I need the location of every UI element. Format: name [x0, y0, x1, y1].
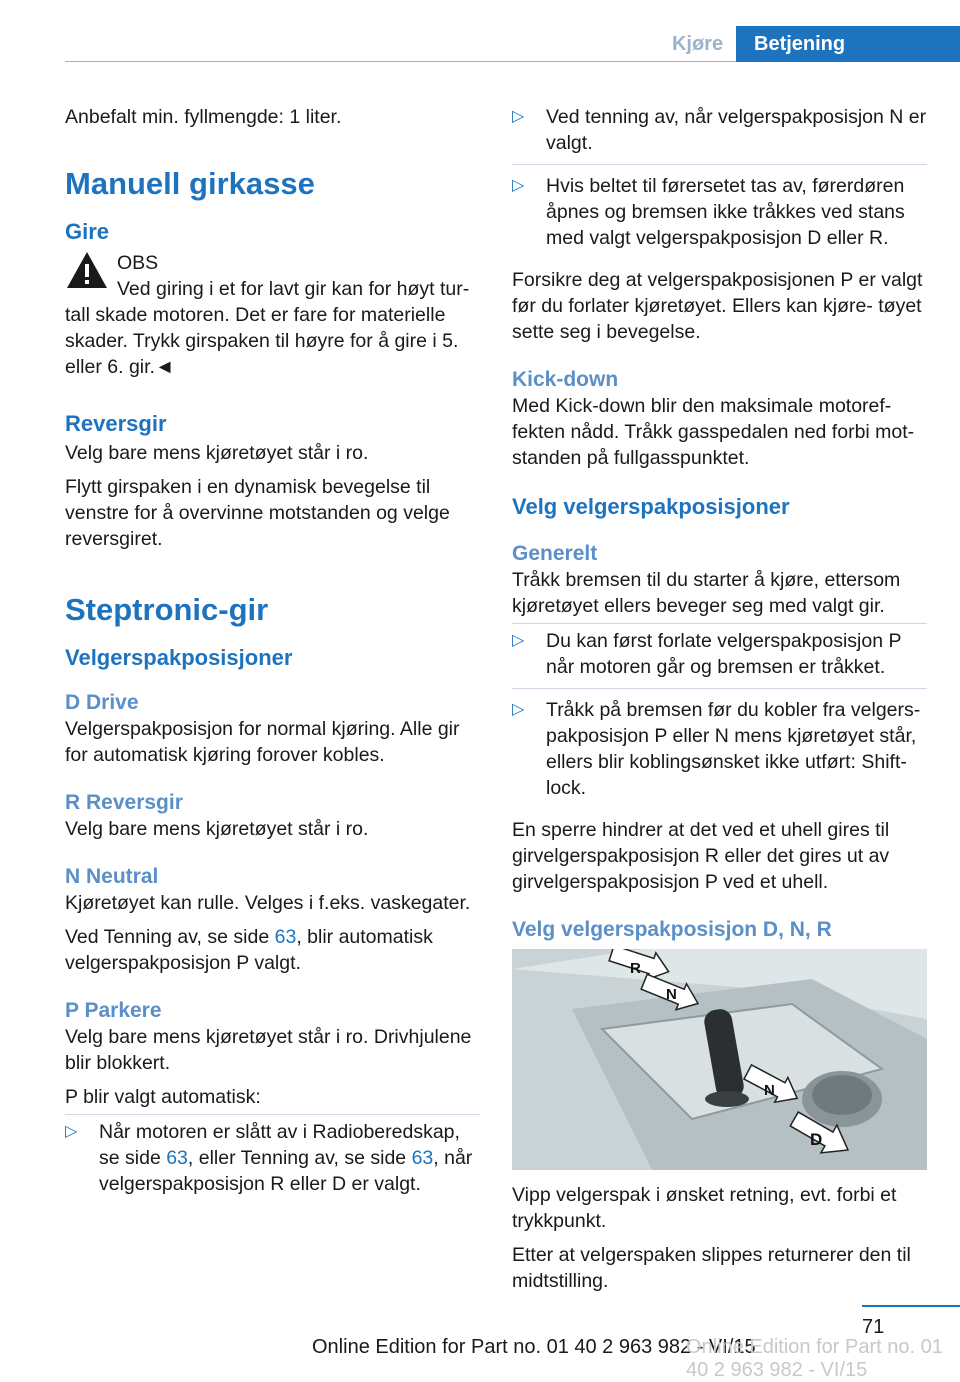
bullet-1a: Når motoren er slått av i Radioberedskap, se side	[99, 1121, 460, 1169]
warning-box	[65, 250, 480, 302]
bullet-3: Hvis beltet til førersetet tas av, førerdøren åpnes og bremsen ikke tråkkes ved stans med valgt velgerspakposisjon D eller R.	[546, 175, 905, 249]
arrow-label-d: D	[810, 1130, 823, 1149]
arrow-label-n-upper: N	[666, 986, 677, 1003]
tab-kjore[interactable]: Kjøre	[671, 32, 724, 55]
list-item	[512, 104, 927, 165]
bullet-4: Du kan først forlate velgerspakposisjon P når motoren går og bremsen er tråkket.	[546, 630, 902, 678]
heading-r-reversgir: R Reversgir	[65, 791, 183, 814]
forsikre-text: Forsikre deg at velgerspakposisjonen P er valgt før du forlater kjøretøyet. Ellers kan kjøre- tøyet sette seg i bevegelse.	[512, 269, 923, 343]
list-item	[512, 628, 927, 689]
heading-velg-dnr: Velg velgerspakposisjon D, N, R	[512, 918, 832, 941]
bullet-triangle-icon: ▷	[512, 108, 525, 125]
heading-d-drive: D Drive	[65, 691, 139, 714]
arrow-label-r: R	[630, 960, 641, 977]
warning-first-line: Ved giring i et for lavt gir kan for høyt tur-	[117, 278, 470, 300]
watermark: Online Edition for Part no. 01 40 2 963 982 - VI/15	[686, 1336, 943, 1381]
kick-down-text: Med Kick-down blir den maksimale motoref- fekten nådd. Tråkk gasspedalen ned forbi mot- standen på fullgasspunktet.	[512, 395, 915, 469]
fill-amount-text: Anbefalt min. fyllmengde: 1 liter.	[65, 106, 342, 128]
sperre-text: En sperre hindrer at det ved et uhell gires til girvelgerspakposisjon R eller det gires ut av girvelgerspakposisjon P ved et uhell.	[512, 819, 890, 893]
bullet-5: Tråkk på bremsen før du kobler fra velgers- pakposisjon P eller N mens kjøretøyet står, ellers blir koblingsønsket ikke utført: Shift- lock.	[546, 699, 921, 799]
bullet-1c: , når velgerspakposisjon R eller D er valgt.	[99, 1147, 473, 1195]
generelt-list	[512, 623, 927, 809]
p-auto-list-cont	[512, 104, 927, 259]
reversgir-text-1: Velg bare mens kjøretøyet står i ro.	[65, 442, 369, 464]
heading-n-neutral: N Neutral	[65, 865, 159, 888]
n-neutral-text-2a: Ved Tenning av, se side	[65, 926, 275, 948]
edition-footer: Online Edition for Part no. 01 40 2 963 982 - VI/15	[312, 1336, 756, 1358]
etter-text: Etter at velgerspaken slippes returnerer den til midtstilling.	[512, 1244, 911, 1292]
bullet-triangle-icon: ▷	[512, 632, 525, 649]
heading-reversgir: Reversgir	[65, 411, 167, 436]
heading-generelt: Generelt	[512, 542, 598, 565]
bullet-triangle-icon: ▷	[65, 1123, 78, 1140]
n-neutral-text-1: Kjøretøyet kan rulle. Velges i f.eks. vaskegater.	[65, 892, 471, 914]
heading-velg-velgerspakposisjoner: Velg velgerspakposisjoner	[512, 494, 790, 519]
tab-betjening[interactable]: Betjening	[736, 26, 960, 62]
reversgir-text-2: Flytt girspaken i en dynamisk bevegelse til venstre for å overvinne motstanden og velge reversgiret.	[65, 476, 450, 550]
warning-icon	[65, 250, 109, 290]
page-link-63[interactable]: 63	[411, 1147, 434, 1169]
footer-rule	[862, 1305, 960, 1307]
bullet-1b: , eller Tenning av, se side	[187, 1147, 412, 1169]
generelt-text: Tråkk bremsen til du starter å kjøre, ettersom kjøretøyet ellers beveger seg med valgt gir.	[512, 569, 901, 617]
bullet-triangle-icon: ▷	[512, 701, 525, 718]
page-link-63[interactable]: 63	[166, 1147, 188, 1169]
n-neutral-text-2	[65, 924, 480, 976]
d-drive-text: Velgerspakposisjon for normal kjøring. Alle gir for automatisk kjøring forover kobles.	[65, 718, 460, 766]
p-parkere-text-2: P blir valgt automatisk:	[65, 1086, 261, 1108]
heading-kick-down: Kick-down	[512, 368, 619, 391]
bullet-2: Ved tenning av, når velgerspakposisjon N er valgt.	[546, 106, 927, 154]
page-number: 71	[862, 1316, 885, 1338]
heading-gire: Gire	[65, 219, 110, 244]
heading-steptronic: Steptronic-gir	[65, 592, 269, 627]
p-auto-list	[65, 1114, 480, 1205]
heading-velgerspakposisjoner: Velgerspakposisjoner	[65, 645, 293, 670]
list-item	[512, 173, 927, 259]
list-item	[512, 697, 927, 809]
page-link-63[interactable]: 63	[274, 926, 297, 948]
p-parkere-text-1: Velg bare mens kjøretøyet står i ro. Drivhjulene blir blokkert.	[65, 1026, 472, 1074]
list-item	[65, 1119, 480, 1205]
n-neutral-text-2b: , blir automatisk velgerspakposisjon P valgt.	[65, 926, 433, 974]
r-reversgir-text: Velg bare mens kjøretøyet står i ro.	[65, 818, 369, 840]
right-column	[512, 104, 927, 1302]
left-column	[65, 104, 480, 1213]
bullet-triangle-icon: ▷	[512, 177, 525, 194]
vipp-text: Vipp velgerspak i ønsket retning, evt. forbi et trykkpunkt.	[512, 1184, 897, 1232]
warning-text: tall skade motoren. Det er fare for materielle skader. Trykk girspaken til høyre for å gire i 5. eller 6. gir.◄	[65, 304, 459, 378]
heading-manuell-girkasse: Manuell girkasse	[65, 166, 315, 201]
heading-p-parkere: P Parkere	[65, 999, 162, 1022]
arrow-label-n-lower: N	[764, 1082, 775, 1099]
gear-selector-photo	[512, 949, 927, 1170]
warning-title: OBS	[117, 252, 159, 274]
